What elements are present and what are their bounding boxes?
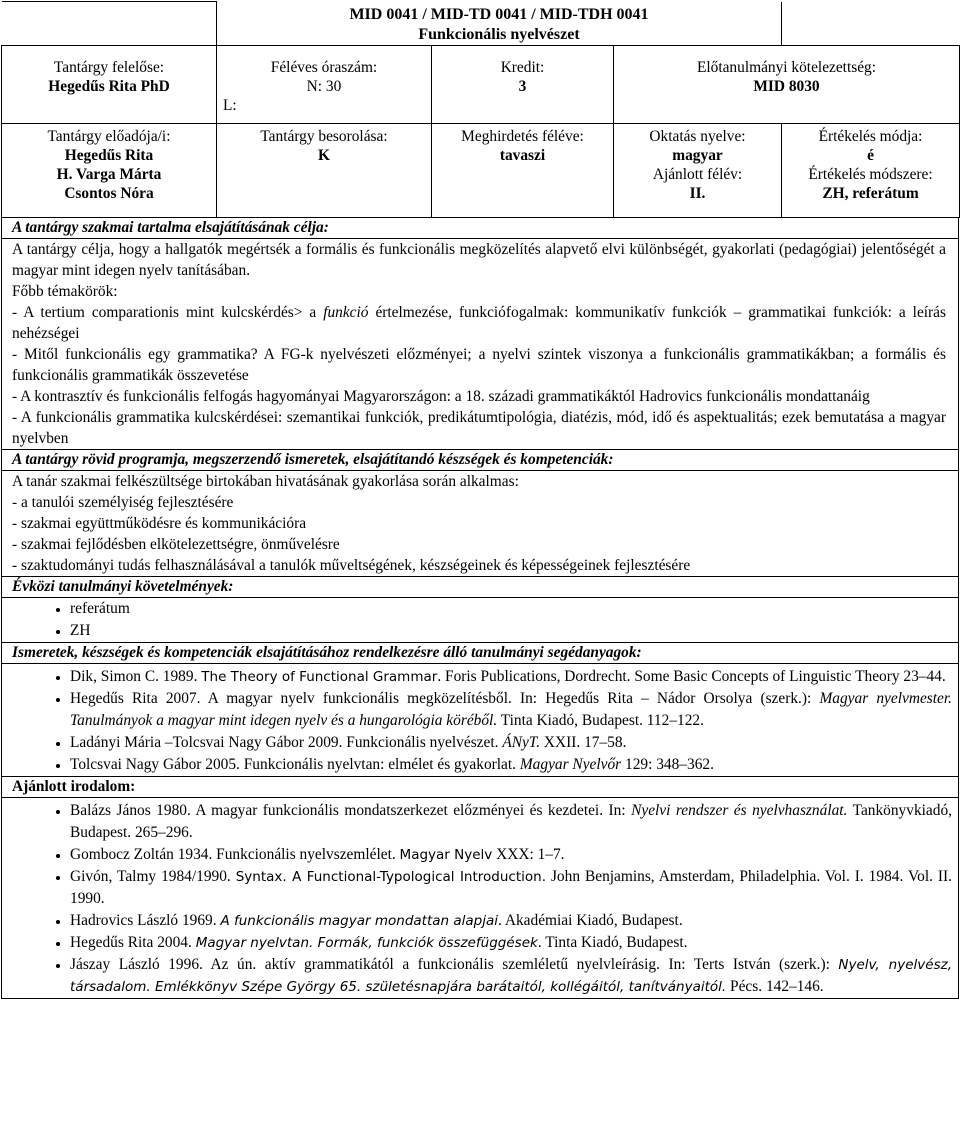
- program-item-3: - szakmai fejlődésben elkötelezettségre, önművelésre: [12, 535, 340, 553]
- goal-heading: A tantárgy szakmai tartalma elsajátításának célja:: [12, 218, 329, 236]
- topic-1: - A tertium comparationis mint kulcskérdés> a funkció értelmezése, funkciófogalmak: kommunikatív funkciók – grammatikai funkciók: a leírás nehézségei: [12, 303, 946, 342]
- program-item-2: - szakmai együttműködésre és kommunikációra: [12, 514, 307, 532]
- program-item-1: - a tanulói személyiség fejlesztésére: [12, 493, 234, 511]
- course-title-cell: [217, 2, 782, 46]
- prereq-value: MID 8030: [753, 77, 820, 95]
- recommended-item: • Balázs János 1980. A magyar funkcionális mondatszerkezet előzményei és kezdetei. In: Nyelvi rendszer és nyelvhasználat. Tankönyvkiadó, Budapest. 265–296.: [70, 800, 958, 844]
- semester-label: Meghirdetés féléve:: [461, 127, 584, 145]
- recommended-item: • Hegedűs Rita 2004. Magyar nyelvtan. Formák, funkciók összefüggések. Tinta Kiadó, Budapest.: [70, 932, 958, 954]
- goal-intro: A tantárgy célja, hogy a hallgatók megértsék a formális és funkcionális megközelítés alapvető elvi különbségét, gyakorlati (pedagógiai) jelentőségét a magyar mint idegen nyelv tanításában.: [12, 240, 946, 279]
- prereq-cell: [614, 45, 960, 123]
- program-heading: A tantárgy rövid programja, megszerzendő ismeretek, elsajátítandó készségek és kompetenciák:: [2, 449, 958, 470]
- course-codes: MID 0041 / MID-TD 0041 / MID-TDH 0041: [349, 5, 649, 23]
- eval-method-value: ZH, referátum: [822, 184, 919, 202]
- lecturer-label: Tantárgy előadója/i:: [47, 127, 171, 145]
- requirement-item: • referátum: [70, 598, 958, 620]
- responsible-cell: [2, 45, 217, 123]
- recommended-item: • Jászay László 1996. Az ún. aktív grammatikától a funkcionális szemléletű nyelvleírásig. In: Terts István (szerk.): Nyelv, nyelvész, társadalom. Emlékkönyv Szépe György 65. születésnapjára barátaitól, kollégáitól, tanítványaitól. Pécs. 142–146.: [70, 954, 958, 998]
- course-header-table: [1, 1, 960, 218]
- hours-label: Féléves óraszám:: [270, 58, 378, 76]
- language-cell: [614, 123, 782, 217]
- prereq-label: Előtanulmányi kötelezettség:: [696, 58, 877, 76]
- materials-body: [2, 663, 958, 776]
- recommended-body: [2, 797, 958, 999]
- recommended-item: • Gombocz Zoltán 1934. Funkcionális nyelvszemlélet. Magyar Nyelv XXX: 1–7.: [70, 844, 958, 866]
- lecturer-3: Csontos Nóra: [64, 184, 154, 202]
- eval-type-label: Értékelés módja:: [818, 127, 923, 145]
- recommended-item: • Givón, Talmy 1984/1990. Syntax. A Functional-Typological Introduction. John Benjamins, Amsterdam, Philadelphia. Vol. I. 1984. Vol. II. 1990.: [70, 866, 958, 910]
- credit-cell: [432, 45, 614, 123]
- semester-value: tavaszi: [499, 146, 546, 164]
- recommended-heading: Ajánlott irodalom:: [2, 776, 958, 797]
- hours-l: L:: [223, 96, 237, 114]
- lecturer-cell: [2, 123, 217, 217]
- material-item: • Tolcsvai Nagy Gábor 2005. Funkcionális nyelvtan: elmélet és gyakorlat. Magyar Nyelvőr 129: 348–362.: [70, 754, 958, 776]
- requirements-body: [2, 597, 958, 642]
- category-cell: [217, 123, 432, 217]
- recommended-semester-label: Ajánlott félév:: [652, 165, 743, 183]
- material-item: • Ladányi Mária –Tolcsvai Nagy Gábor 2009. Funkcionális nyelvészet. ÁNyT. XXII. 17–58.: [70, 732, 958, 754]
- responsible-value: Hegedűs Rita PhD: [48, 77, 170, 95]
- eval-type-value: é: [867, 146, 874, 164]
- language-value: magyar: [672, 146, 723, 164]
- program-intro: A tanár szakmai felkészültsége birtokában hivatásának gyakorlása során alkalmas:: [12, 472, 519, 490]
- header-empty-cell-right: [782, 2, 960, 46]
- materials-heading: Ismeretek, készségek és kompetenciák elsajátításához rendelkezésre álló tanulmányi segédanyagok:: [2, 642, 958, 663]
- topic-2: - Mitől funkcionális egy grammatika? A FG-k nyelvészeti előzményei; a nyelvi szintek viszonya a funkcionális grammatikákban; a formális és funkcionális grammatikák összevetése: [12, 345, 946, 384]
- topic-3: - A kontrasztív és funkcionális felfogás hagyományai Magyarországon: a 18. századi grammatikáktól Hadrovics funkcionális mondattanáig: [12, 387, 870, 405]
- recommended-item: • Hadrovics László 1969. A funkcionális magyar mondattan alapjai. Akadémiai Kiadó, Budapest.: [70, 910, 958, 932]
- lecturer-1: Hegedűs Rita: [64, 146, 154, 164]
- credit-label: Kredit:: [500, 58, 545, 76]
- evaluation-cell: [782, 123, 960, 217]
- recommended-semester-value: II.: [689, 184, 706, 202]
- credit-value: 3: [518, 77, 527, 95]
- lecturer-2: H. Varga Márta: [56, 165, 162, 183]
- requirements-heading: Évközi tanulmányi követelmények:: [2, 576, 958, 597]
- hours-cell: [217, 45, 432, 123]
- semester-cell: [432, 123, 614, 217]
- eval-method-label: Értékelés módszere:: [808, 165, 933, 183]
- program-body: [2, 470, 958, 576]
- program-item-4: - szaktudományi tudás felhasználásával a tanulók műveltségének, készségeinek és képességeinek fejlesztésére: [12, 556, 691, 574]
- goal-section: [1, 218, 959, 999]
- category-value: K: [318, 146, 330, 164]
- course-title: Funkcionális nyelvészet: [418, 25, 580, 43]
- requirement-item: • ZH: [70, 620, 958, 642]
- topics-label: Főbb témakörök:: [12, 282, 118, 300]
- topic-4: - A funkcionális grammatika kulcskérdései: szemantikai funkciók, predikátumtipológia, diatézis, mód, idő és aspektualitás; ezek bemutatása a magyar nyelvben: [12, 408, 946, 447]
- hours-n: N: 30: [306, 77, 342, 95]
- responsible-label: Tantárgy felelőse:: [53, 58, 165, 76]
- language-label: Oktatás nyelve:: [649, 127, 746, 145]
- category-label: Tantárgy besorolása:: [260, 127, 388, 145]
- header-empty-cell: [2, 2, 217, 46]
- material-item: • Hegedűs Rita 2007. A magyar nyelv funkcionális megközelítésből. In: Hegedűs Rita – Nádor Orsolya (szerk.): Magyar nyelvmester. Tanulmányok a magyar mint idegen nyelv és a hungarológia köréből. Tinta Kiadó, Budapest. 112–122.: [70, 688, 958, 732]
- goal-body: [2, 238, 958, 449]
- material-item: • Dik, Simon C. 1989. The Theory of Functional Grammar. Foris Publications, Dordrecht. Some Basic Concepts of Linguistic Theory 23–44.: [70, 666, 958, 688]
